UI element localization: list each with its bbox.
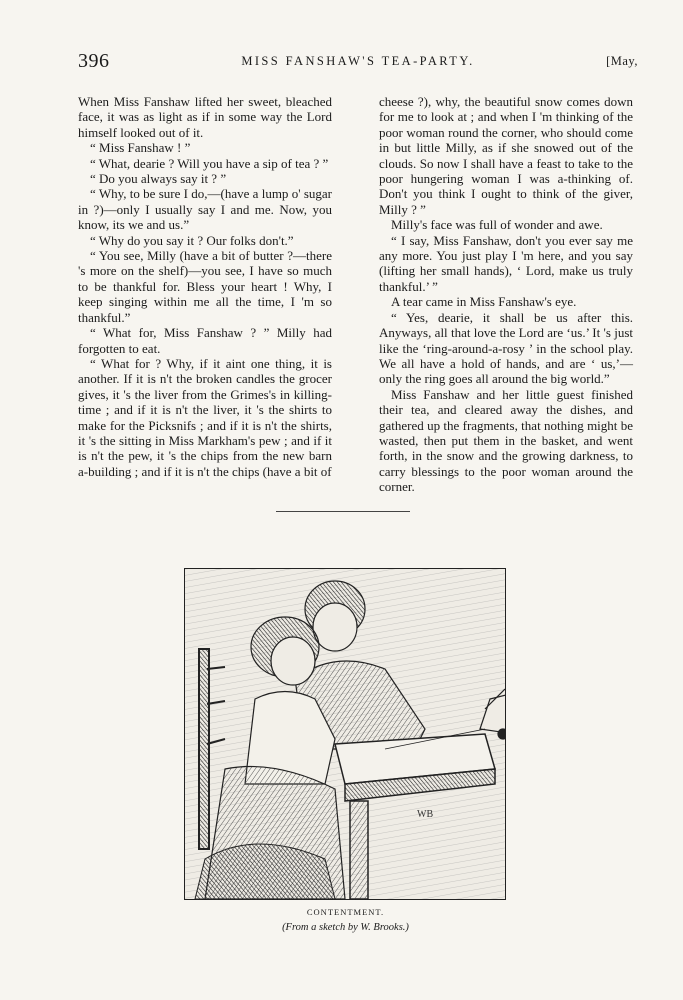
paragraph: “ I say, Miss Fanshaw, don't you ever say me any more. You just play I 'm here, and you say (lifting her small hands), ‘ Lord, make us truly thankful.’ ” bbox=[379, 232, 633, 294]
running-header bbox=[78, 50, 638, 74]
left-column bbox=[78, 94, 332, 479]
page-number: 396 bbox=[78, 50, 110, 72]
paragraph: cheese ?), why, the beautiful snow comes down for me to look at ; and when I 'm thinking of the poor woman round the corner, who should come in but little Milly, as if she snowed out of the clouds. So now I shall have a feast to take to the poor hungering woman I was a-thinking of. Don't you think I ought to think of the giver, Milly ? ” bbox=[379, 94, 633, 217]
paragraph: “ Miss Fanshaw ! ” bbox=[90, 140, 191, 156]
paragraph: “ Why do you say it ? Our folks don't.” bbox=[90, 232, 294, 248]
illustration-contentment bbox=[184, 568, 506, 900]
paragraph: When Miss Fanshaw lifted her sweet, bleached face, it was as light as if in some way the Lord himself looked out of it. bbox=[78, 94, 332, 140]
paragraph: A tear came in Miss Fanshaw's eye. bbox=[391, 294, 577, 310]
right-column bbox=[379, 94, 633, 495]
paragraph: “ What for ? Why, if it aint one thing, it is another. If it is n't the broken candles the grocer gives, it 's the liver from the Grimes's in killing-time ; and if it is n't the liver, it 's the shirts to make for the Picksnifs ; and if it is n't the shirts, it 's the sitting in Miss Markham's pew ; and if it is n't the pew, it 's the chips from the new barn a-building ; and if it is n't the chips (have a bit of bbox=[78, 355, 332, 479]
section-divider bbox=[276, 511, 410, 512]
monogram: WB bbox=[417, 809, 434, 820]
paragraph: “ What for, Miss Fanshaw ? ” Milly had forgotten to eat. bbox=[78, 325, 332, 356]
figure-caption: CONTENTMENT. bbox=[306, 907, 385, 917]
engraving bbox=[185, 569, 505, 899]
paragraph: “ What, dearie ? Will you have a sip of tea ? ” bbox=[90, 155, 329, 171]
paragraph: “ You see, Milly (have a bit of butter ?—there 's more on the shelf)—you see, I have so much to be thankful for. Bless your heart ! Why, I keep singing within me all the time, I 'm so thankful.” bbox=[78, 248, 332, 325]
running-month: [May, bbox=[606, 54, 638, 68]
paragraph: Milly's face was full of wonder and awe. bbox=[391, 217, 603, 233]
figure-credit: (From a sketch by W. Brooks.) bbox=[282, 922, 409, 933]
running-title: MISS FANSHAW'S TEA-PARTY. bbox=[241, 54, 475, 68]
paragraph: “ Do you always say it ? ” bbox=[90, 171, 227, 187]
paragraph: Miss Fanshaw and her little guest finished their tea, and cleared away the dishes, and gathered up the fragments, that nothing might be wasted, then put them in the basket, and went forth, in the snow and the growing darkness, to carry blessings to the poor woman around the corner. bbox=[379, 386, 633, 495]
paragraph: “ Yes, dearie, it shall be us after this. Anyways, all that love the Lord are ‘us.’ It 's just like the ‘ring-around-a-rosy ’ in the school play. We all have a hold of hands, and are ‘ us,’—only the ring goes all around the big world.” bbox=[379, 309, 633, 387]
paragraph: “ Why, to be sure I do,—(have a lump o' sugar in ?)—only I usually say I and me. Now, you know, its we and us.” bbox=[78, 186, 332, 233]
